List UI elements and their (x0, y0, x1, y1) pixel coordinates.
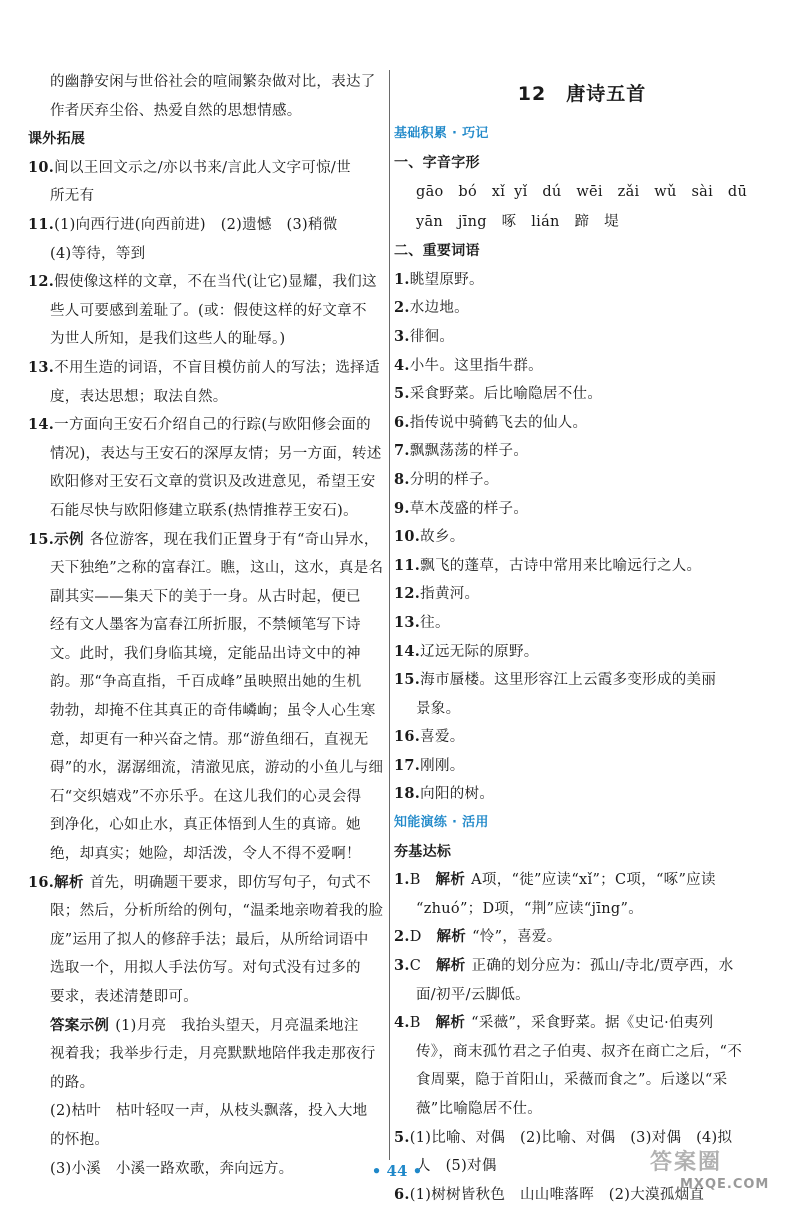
text-line (28, 97, 384, 126)
text-line (394, 638, 770, 667)
text-line (28, 926, 384, 955)
item-number: 8. (394, 470, 410, 488)
text-line (394, 437, 770, 466)
item-text: 不用生造的词语，不盲目模仿前人的写法；选择适 (54, 359, 380, 376)
text-line (394, 466, 770, 495)
item-text: 故乡。 (420, 529, 465, 546)
text-line (28, 583, 384, 612)
text-line (28, 497, 384, 526)
text-line (394, 1038, 770, 1067)
item-text: 采食野菜。后比喻隐居不仕。 (409, 386, 603, 403)
item-text: 天下独绝”之称的富春江。瞧，这山，这水，真是名 (50, 560, 384, 577)
item-text: 往。 (420, 614, 450, 631)
text-line (394, 495, 770, 524)
text-line (394, 552, 770, 581)
text-line (28, 68, 384, 97)
item-number: 15. (28, 530, 55, 548)
item-number: 7. (394, 442, 410, 460)
item-number: 2. (394, 299, 410, 317)
item-text: 副其实——集天下的美于一身。从古时起，便已 (50, 588, 361, 605)
item-text: 首先，明确题干要求，即仿写句子，句式不 (89, 874, 371, 891)
text-line (28, 1097, 384, 1126)
item-number: 1. (394, 270, 410, 288)
text-line (28, 1069, 384, 1098)
right-column-body (394, 120, 770, 1209)
text-line (28, 182, 384, 211)
item-number: 16. (394, 728, 421, 746)
item-text: (1)比喻、对偶 (2)比喻、对偶 (3)对偶 (4)拟 (409, 1129, 733, 1146)
text-line (394, 666, 770, 695)
item-text: 各位游客，现在我们正置身于有“奇山异水， (89, 531, 379, 548)
text-line (394, 609, 770, 638)
item-number: 9. (394, 499, 410, 517)
item-text: 的幽静安闲与世俗社会的喧闹繁杂做对比，表达了 (50, 74, 376, 90)
text-line (28, 211, 384, 240)
item-number: 4. (394, 356, 410, 374)
text-line (394, 1095, 770, 1124)
item-text: 飘飘荡荡的样子。 (409, 443, 529, 460)
text-line (28, 869, 384, 898)
item-text: 限；然后，分析所给的例句，“温柔地亲吻着我的脸 (50, 903, 384, 920)
item-text: 石“交织嬉戏”不亦乐乎。在这儿我们的心灵会得 (50, 788, 362, 805)
text-line (28, 1040, 384, 1069)
item-number: 5. (394, 1128, 410, 1146)
item-text: 勃勃，却掩不住其真正的奇伟嶙峋；虽令人心生寒 (50, 703, 376, 720)
text-line (28, 811, 384, 840)
item-text: 一方面向王安石介绍自己的行踪(与欧阳修会面的 (54, 417, 371, 434)
item-number: 3. (394, 957, 410, 975)
item-text: 欧阳修对王安石文章的赏识及改进意见，希望王安 (50, 474, 376, 491)
text-line (394, 207, 770, 237)
item-number: 3. (394, 327, 410, 345)
item-text: 传》，商末孤竹君之子伯夷、叔齐在商亡之后，“不 (416, 1043, 743, 1060)
item-label: 解析 (435, 871, 466, 889)
item-number: 12. (394, 585, 421, 603)
item-text: 视着我；我举步行走，月亮默默地陪伴我走那夜行 (50, 1046, 376, 1063)
item-number: 16. (28, 873, 55, 891)
item-number: 10. (394, 528, 421, 546)
item-text: gāo bó xǐ yǐ dú wēi zǎi wǔ sài dū (416, 184, 748, 201)
item-label: 解析 (435, 957, 466, 975)
watermark (650, 1145, 790, 1197)
item-text: (3)小溪 小溪一路欢歌，奔向远方。 (50, 1160, 294, 1177)
item-text: 食周粟，隐于首阳山，采薇而食之”。后遂以“采 (416, 1072, 728, 1089)
text-line (28, 1155, 384, 1184)
item-text: 面/初平/云脚低。 (416, 986, 530, 1003)
item-text: (2)枯叶 枯叶轻叹一声，从枝头飘落，投入大地 (50, 1103, 368, 1120)
text-line (28, 668, 384, 697)
item-text: 指黄河。 (420, 586, 480, 603)
item-text: 人 (5)对偶 (416, 1158, 497, 1175)
text-line (28, 697, 384, 726)
item-text: 课外拓展 (28, 131, 86, 148)
text-line (394, 952, 770, 981)
text-line (28, 726, 384, 755)
item-number: 13. (28, 358, 55, 376)
text-line (394, 1066, 770, 1095)
text-line (28, 1012, 384, 1041)
item-text: 间以王回文示之/亦以书来/言此人文字可惊/世 (54, 159, 351, 176)
text-line (394, 237, 770, 266)
item-text: 文。此时，我们身临其境，定能品出诗文中的神 (50, 645, 361, 662)
item-number: 14. (28, 416, 55, 434)
text-line (28, 354, 384, 383)
text-line (28, 383, 384, 412)
item-text: 景象。 (416, 700, 461, 717)
item-number: 1. (394, 871, 410, 889)
item-text: 假使像这样的文章，不在当代(让它)显耀，我们这 (54, 274, 377, 291)
item-text: yān jīng 啄 lián 蹄 堤 (416, 214, 619, 231)
item-number: 6. (394, 1185, 410, 1203)
lesson-title: 12 唐诗五首 (517, 83, 647, 105)
page-number: • 44 • (371, 1162, 423, 1180)
item-text: C (409, 958, 436, 975)
item-text: 碍”的水，潺潺细流，清澈见底，游动的小鱼儿与细 (50, 760, 384, 777)
item-text: 经有文人墨客为富春江所折服，不禁倾笔写下诗 (50, 617, 361, 634)
text-line (28, 440, 384, 469)
item-text: 分明的样子。 (409, 471, 499, 488)
text-line (28, 954, 384, 983)
item-text: 些人可要感到羞耻了。(或：假使这样的好文章不 (50, 302, 367, 319)
text-line (394, 752, 770, 781)
item-number: 11. (394, 556, 421, 574)
item-text: (1)月亮 我抬头望天，月亮温柔地注 (115, 1017, 359, 1034)
item-label: 解析 (54, 873, 84, 891)
item-text: 二、重要词语 (394, 243, 480, 260)
item-text: 知能演练 · 活用 (394, 815, 489, 831)
text-line (394, 380, 770, 409)
text-line (394, 580, 770, 609)
text-line (28, 240, 384, 269)
text-line (28, 125, 384, 154)
text-line (28, 640, 384, 669)
item-text: 辽远无际的原野。 (420, 643, 539, 660)
text-line (28, 526, 384, 555)
item-text: 所无有 (50, 188, 95, 205)
text-line (28, 783, 384, 812)
text-line (394, 294, 770, 323)
item-text-tail: “怜”，喜爱。 (472, 929, 562, 946)
item-text-tail: A项，“徙”应读“xǐ”；C项，“啄”应读 (471, 872, 716, 889)
item-number: 4. (394, 1014, 410, 1032)
left-column (28, 68, 384, 1183)
item-text: D (409, 929, 437, 946)
column-divider (389, 70, 390, 1160)
text-line (28, 154, 384, 183)
item-text: 作者厌弃尘俗、热爱自然的思想情感。 (50, 102, 302, 119)
text-line (394, 838, 770, 867)
text-line (394, 352, 770, 381)
item-text: 眺望原野。 (409, 271, 484, 288)
text-line (394, 1009, 770, 1038)
text-line (28, 325, 384, 354)
item-number: 15. (394, 671, 421, 689)
item-text-tail: “采薇”，采食野菜。据《史记·伯夷列 (471, 1015, 714, 1032)
text-line (28, 268, 384, 297)
item-text: 的路。 (50, 1074, 95, 1091)
item-text: 喜爱。 (420, 729, 465, 746)
item-text: B (409, 872, 436, 889)
item-number: 11. (28, 215, 55, 233)
item-text: (4)等待，等到 (50, 245, 146, 262)
item-text: 刚刚。 (420, 757, 465, 774)
text-line (28, 297, 384, 326)
text-line (394, 895, 770, 924)
text-line (28, 840, 384, 869)
item-text: 庞”运用了拟人的修辞手法；最后，从所给词语中 (50, 931, 369, 948)
text-line (394, 323, 770, 352)
item-text: 韵。那“争高直指，千百成峰”虽映照出她的生机 (50, 674, 362, 691)
item-text: 飘飞的蓬草，古诗中常用来比喻远行之人。 (420, 557, 702, 574)
item-text: 的怀抱。 (50, 1131, 110, 1148)
item-text: 情况)，表达与王安石的深厚友情；另一方面，转述 (50, 445, 382, 462)
item-number: 6. (394, 413, 410, 431)
item-text: 基础积累 · 巧记 (394, 126, 489, 141)
watermark-url: MXQE.COM (680, 1177, 770, 1192)
item-text: 绝，却真实；她险，却活泼，令人不得不爱啊！ (50, 846, 361, 863)
item-number: 12. (28, 273, 55, 291)
text-line (394, 409, 770, 438)
item-text: 为世人所知，是我们这些人的耻辱。) (50, 331, 286, 348)
item-text: 到净化，心如止水，真正体悟到人生的真谛。她 (50, 817, 361, 834)
item-text: 夯基达标 (394, 843, 452, 860)
item-number: 5. (394, 385, 410, 403)
item-text: 指传说中骑鹤飞去的仙人。 (409, 414, 588, 431)
item-number: 10. (28, 158, 55, 176)
text-line (28, 554, 384, 583)
item-text: 度，表达思想；取法自然。 (50, 388, 228, 405)
text-line (394, 266, 770, 295)
item-text-tail: 正确的划分应为：孤山/寺北/贾亭西，水 (471, 958, 734, 975)
text-line (394, 523, 770, 552)
text-line (28, 754, 384, 783)
item-label: 答案示例 (50, 1016, 110, 1034)
text-line (28, 897, 384, 926)
item-label: 解析 (436, 928, 467, 946)
item-number: 2. (394, 928, 410, 946)
text-line (394, 149, 770, 178)
text-line (394, 695, 770, 724)
item-text: 一、字音字形 (394, 154, 480, 171)
watermark-logo: 答案圈 (650, 1150, 723, 1175)
text-line (28, 1126, 384, 1155)
text-line (394, 177, 770, 207)
item-number: 14. (394, 642, 421, 660)
item-text: B (409, 1015, 436, 1032)
text-line (28, 983, 384, 1012)
item-number: 18. (394, 785, 421, 803)
item-text: 海市蜃楼。这里形容江上云霞多变形成的美丽 (420, 672, 717, 689)
item-text: 水边地。 (409, 300, 469, 317)
item-text: 意，却更有一种兴奋之情。那“游鱼细石，直视无 (50, 731, 369, 748)
text-line (28, 611, 384, 640)
item-number: 13. (394, 613, 421, 631)
item-label: 解析 (435, 1014, 466, 1032)
right-column (394, 68, 770, 1209)
text-line (394, 809, 770, 838)
item-text: 向阳的树。 (420, 786, 495, 803)
item-text: 徘徊。 (409, 328, 455, 345)
item-label: 示例 (54, 530, 84, 548)
text-line (394, 981, 770, 1010)
text-line (394, 723, 770, 752)
item-text: “zhuó”；D项，“荆”应读“jīng”。 (416, 900, 644, 917)
item-text: 草木茂盛的样子。 (409, 500, 529, 517)
item-text: 小牛。这里指牛群。 (409, 357, 543, 374)
item-text: 选取一个，用拟人手法仿写。对句式没有过多的 (50, 960, 361, 977)
text-line (394, 923, 770, 952)
text-line (394, 866, 770, 895)
text-line (28, 468, 384, 497)
item-text: (1)树树皆秋色 山山唯落晖 (2)大漠孤烟直 (409, 1186, 705, 1203)
text-line (394, 120, 770, 149)
text-line (28, 411, 384, 440)
item-text: 薇”比喻隐居不仕。 (416, 1101, 543, 1117)
item-text: 石能尽快与欧阳修建立联系(热情推荐王安石)。 (50, 502, 358, 519)
text-line (394, 780, 770, 809)
item-number: 17. (394, 756, 421, 774)
item-text: (1)向西行进(向西前进) (2)遗憾 (3)稍微 (54, 216, 338, 233)
item-text: 要求，表述清楚即可。 (50, 989, 198, 1005)
